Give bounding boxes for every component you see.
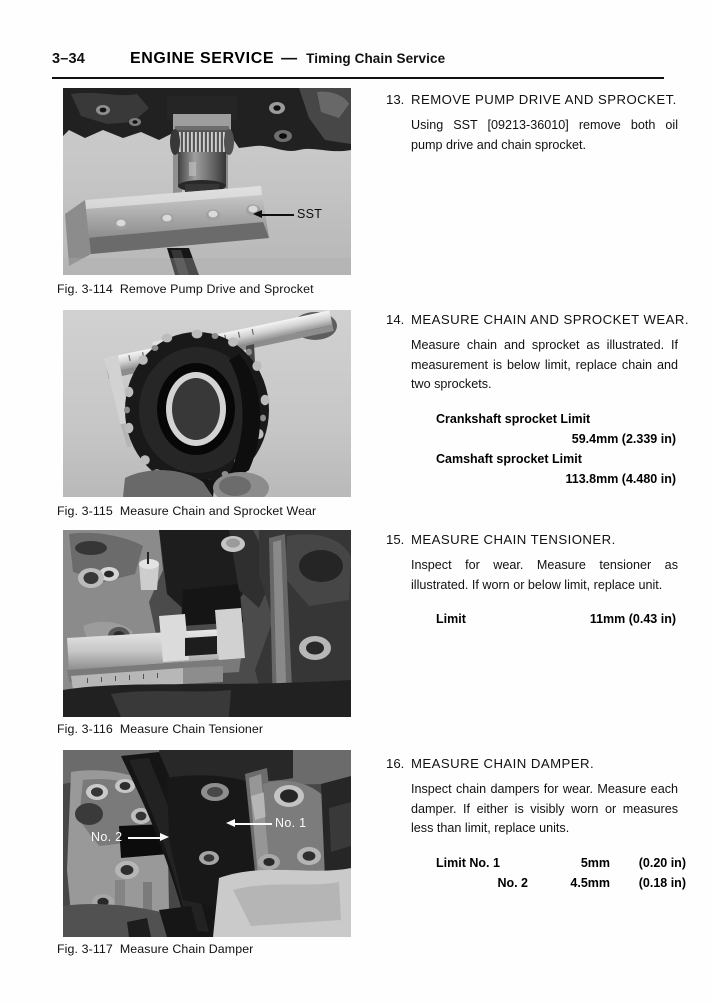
step-13-title: REMOVE PUMP DRIVE AND SPROCKET. xyxy=(411,92,677,107)
step-15-heading xyxy=(386,532,678,547)
step-16 xyxy=(386,756,686,893)
figure-3-116 xyxy=(63,530,351,717)
step-14-specifications xyxy=(436,409,678,490)
figure-caption-text: Measure Chain and Sprocket Wear xyxy=(119,504,317,518)
photo-measure-chain-damper-graphic xyxy=(63,750,351,937)
step-16-body: Inspect chain dampers for wear. Measure each damper. If either is visibly worn or measures less than limit, replace units. xyxy=(411,782,678,836)
photo-remove-pump-drive-and-sprocket xyxy=(63,88,351,275)
spec-crankshaft-sprocket-limit-value: 59.4mm (2.339 in) xyxy=(571,431,676,446)
spec-damper-no1-mm: 5mm xyxy=(580,855,610,870)
step-15-number: 15. xyxy=(386,532,405,547)
step-16-number: 16. xyxy=(386,756,405,771)
spec-tensioner-limit-label: Limit xyxy=(436,612,466,627)
figure-caption-text: Measure Chain Damper xyxy=(119,942,254,956)
spec-camshaft-sprocket-limit-label: Camshaft sprocket Limit xyxy=(436,452,582,467)
photo-remove-pump-drive-graphic xyxy=(63,88,351,275)
figure-caption-text: Measure Chain Tensioner xyxy=(119,722,264,736)
spec-crankshaft-sprocket-limit-label: Crankshaft sprocket Limit xyxy=(436,411,591,426)
figure-3-117 xyxy=(63,750,351,937)
step-13-heading xyxy=(386,92,678,107)
step-16-heading xyxy=(386,756,678,771)
step-14 xyxy=(386,312,689,490)
photo-measure-chain-damper xyxy=(63,750,351,937)
figure-caption-number: Fig. 3-114 xyxy=(57,282,113,296)
header-separator-dash: — xyxy=(281,50,298,67)
spec-damper-no1-label: Limit No. 1 xyxy=(436,855,500,870)
figure-caption-number: Fig. 3-115 xyxy=(57,504,113,518)
callout-arrow-sst xyxy=(253,210,262,218)
spec-damper-no2-label: No. 2 xyxy=(497,875,528,890)
photo-measure-chain-tensioner-graphic xyxy=(63,530,351,717)
callout-leader-sst xyxy=(262,214,294,216)
spec-damper-no2-mm: 4.5mm xyxy=(570,875,610,890)
page-header xyxy=(52,50,667,76)
figure-caption-3-117 xyxy=(57,942,253,956)
step-15 xyxy=(386,532,678,629)
figure-caption-text: Remove Pump Drive and Sprocket xyxy=(119,282,314,296)
callout-label-no-2: No. 2 xyxy=(91,830,123,844)
callout-label-no-1: No. 1 xyxy=(275,816,307,830)
step-13-number: 13. xyxy=(386,92,405,107)
spec-damper-no2-inch: (0.18 in) xyxy=(638,875,686,890)
step-14-number: 14. xyxy=(386,312,405,327)
spec-tensioner-limit-row xyxy=(436,609,678,629)
callout-leader-no-1 xyxy=(235,823,272,825)
figure-caption-3-115 xyxy=(57,504,316,518)
callout-label-sst: SST xyxy=(297,207,323,221)
figure-3-115 xyxy=(63,310,351,497)
callout-leader-no-2 xyxy=(128,837,161,839)
photo-measure-chain-and-sprocket-wear xyxy=(63,310,351,497)
step-15-body: Inspect for wear. Measure tensioner as illustrated. If worn or below limit, replace unit. xyxy=(411,558,678,592)
step-14-title: MEASURE CHAIN AND SPROCKET WEAR. xyxy=(411,312,689,327)
figure-caption-number: Fig. 3-116 xyxy=(57,722,113,736)
callout-arrow-no-1 xyxy=(226,819,235,827)
header-section-title: ENGINE SERVICE xyxy=(130,50,275,67)
figure-caption-number: Fig. 3-117 xyxy=(57,942,113,956)
spec-camshaft-sprocket-limit-value: 113.8mm (4.480 in) xyxy=(565,472,676,487)
page-number: 3–34 xyxy=(52,51,86,67)
spec-tensioner-limit-value: 11mm (0.43 in) xyxy=(589,612,676,627)
step-15-specifications xyxy=(436,609,678,629)
photo-measure-chain-sprocket-graphic xyxy=(63,310,351,497)
figure-3-114 xyxy=(63,88,351,275)
callout-arrow-no-2 xyxy=(160,833,169,841)
step-16-title: MEASURE CHAIN DAMPER. xyxy=(411,756,595,771)
step-14-heading xyxy=(386,312,689,327)
figure-caption-3-114 xyxy=(57,282,314,296)
step-13-body: Using SST [09213-36010] remove both oil pump drive and chain sprocket. xyxy=(411,118,678,152)
spec-damper-no1-inch: (0.20 in) xyxy=(638,855,686,870)
step-13 xyxy=(386,92,678,155)
header-subsection-title: Timing Chain Service xyxy=(306,51,446,66)
header-rule xyxy=(52,77,664,79)
step-15-title: MEASURE CHAIN TENSIONER. xyxy=(411,532,616,547)
figure-caption-3-116 xyxy=(57,722,263,736)
photo-measure-chain-tensioner xyxy=(63,530,351,717)
step-14-body: Measure chain and sprocket as illustrated. If measurement is below limit, replace chain and two sprockets. xyxy=(411,338,678,392)
step-16-specifications xyxy=(436,853,686,894)
